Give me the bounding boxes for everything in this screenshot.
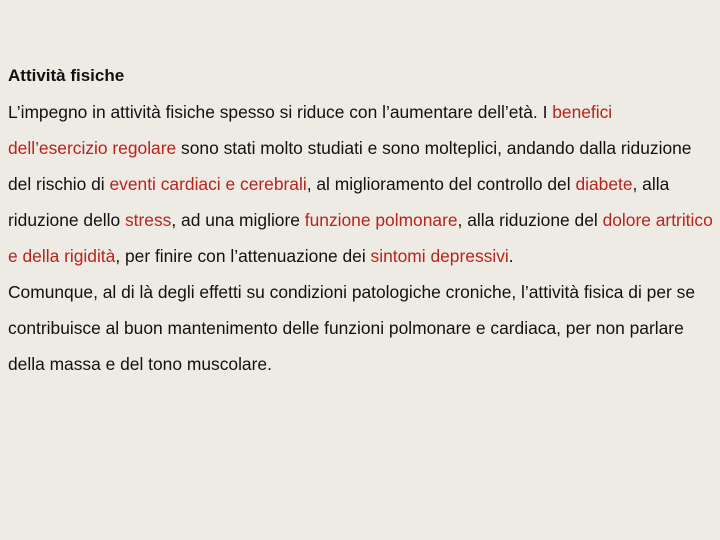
- text-segment: , alla riduzione del: [457, 210, 603, 230]
- highlight-arthritic-pain: dolore artritico e della rigidità: [8, 210, 713, 266]
- paragraph-general-benefits: Comunque, al di là degli effetti su condizioni patologiche croniche, l’attività fisica di per se contribuisce al buon mantenimento delle funzioni polmonare e cardiaca, per non parlare della massa e del tono muscolare.: [8, 282, 695, 374]
- paragraph-benefits: [8, 94, 714, 274]
- highlight-lung-function: funzione polmonare: [304, 210, 458, 230]
- highlight-diabetes: diabete: [575, 174, 633, 194]
- highlight-depressive-symptoms: sintomi depressivi: [370, 246, 509, 266]
- highlight-benefits: benefici dell’esercizio regolare: [8, 102, 613, 158]
- text-segment: , per finire con l’attenuazione dei: [115, 246, 371, 266]
- text-segment: L’impegno in attività fisiche spesso si riduce con l’aumentare dell’età. I: [8, 102, 553, 122]
- slide-title: Attività fisiche: [8, 66, 125, 85]
- slide-content: [8, 62, 714, 382]
- highlight-cardiac-events: eventi cardiaci e cerebrali: [109, 174, 307, 194]
- text-segment: , al miglioramento del controllo del: [306, 174, 576, 194]
- text-segment: .: [508, 246, 514, 266]
- highlight-stress: stress: [124, 210, 172, 230]
- text-segment: sono stati molto studiati e sono molteplici, andando dalla riduzione del rischio di: [8, 138, 692, 194]
- text-segment: , alla riduzione dello: [8, 174, 670, 230]
- text-segment: , ad una migliore: [171, 210, 305, 230]
